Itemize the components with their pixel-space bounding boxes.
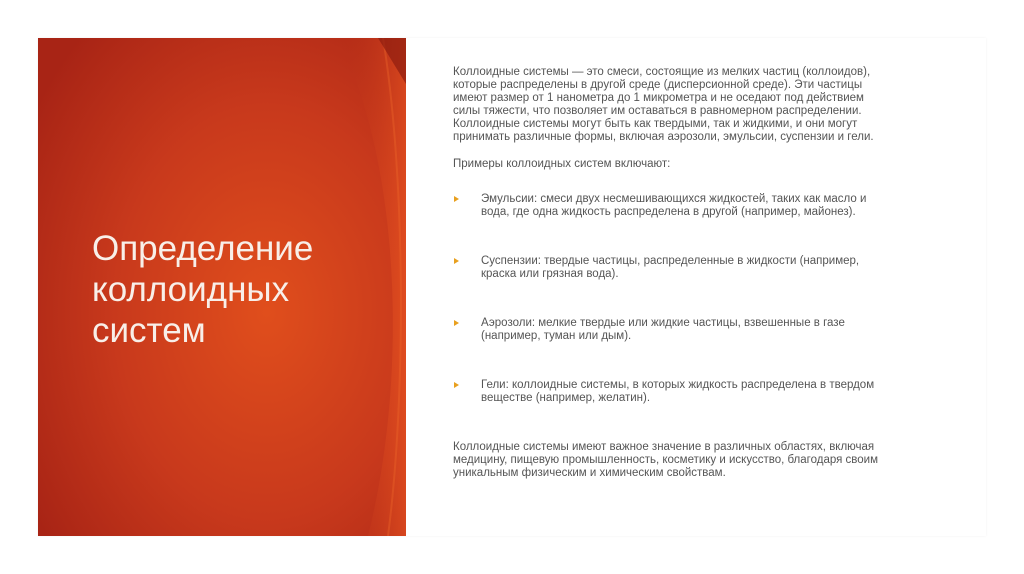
conclusion-paragraph: Коллоидные системы имеют важное значение в различных областях, включая медицину, пищевую промышленность, косметику и искусство, благодаря своим уникальным физическим и химическим свойствам. xyxy=(453,441,879,479)
slide-title: Определение коллоидных систем xyxy=(92,229,314,350)
slide-content xyxy=(453,66,893,480)
triangle-bullet-icon xyxy=(454,382,459,388)
list-item xyxy=(453,255,893,281)
examples-list xyxy=(453,193,893,405)
triangle-bullet-icon xyxy=(454,258,459,264)
list-item-text: Суспензии: твердые частицы, распределенные в жидкости (например, краска или грязная вода). xyxy=(481,255,860,280)
list-item xyxy=(453,317,893,343)
list-item xyxy=(453,193,893,219)
intro-paragraph: Коллоидные системы — это смеси, состоящие из мелких частиц (коллоидов), которые распределены в другой среде (дисперсионной среде). Эти частицы имеют размер от 1 нанометра до 1 микрометра и не оседают под действием силы тяжести, что позволяет им оставаться в равномерном распределении. Коллоидные системы могут быть как твердыми, так и жидкими, и они могут принимать различные формы, включая аэрозоли, эмульсии, суспензии и гели. xyxy=(453,66,874,143)
list-item-text: Эмульсии: смеси двух несмешивающихся жидкостей, таких как масло и вода, где одна жидкость распределена в другой (например, майонез). xyxy=(481,193,867,218)
examples-lead: Примеры коллоидных систем включают: xyxy=(453,158,671,170)
list-item xyxy=(453,379,893,405)
triangle-bullet-icon xyxy=(454,320,459,326)
list-item-text: Гели: коллоидные системы, в которых жидкость распределена в твердом веществе (например, желатин). xyxy=(481,379,875,404)
triangle-bullet-icon xyxy=(454,196,459,202)
list-item-text: Аэрозоли: мелкие твердые или жидкие частицы, взвешенные в газе (например, туман или дым). xyxy=(481,317,845,342)
